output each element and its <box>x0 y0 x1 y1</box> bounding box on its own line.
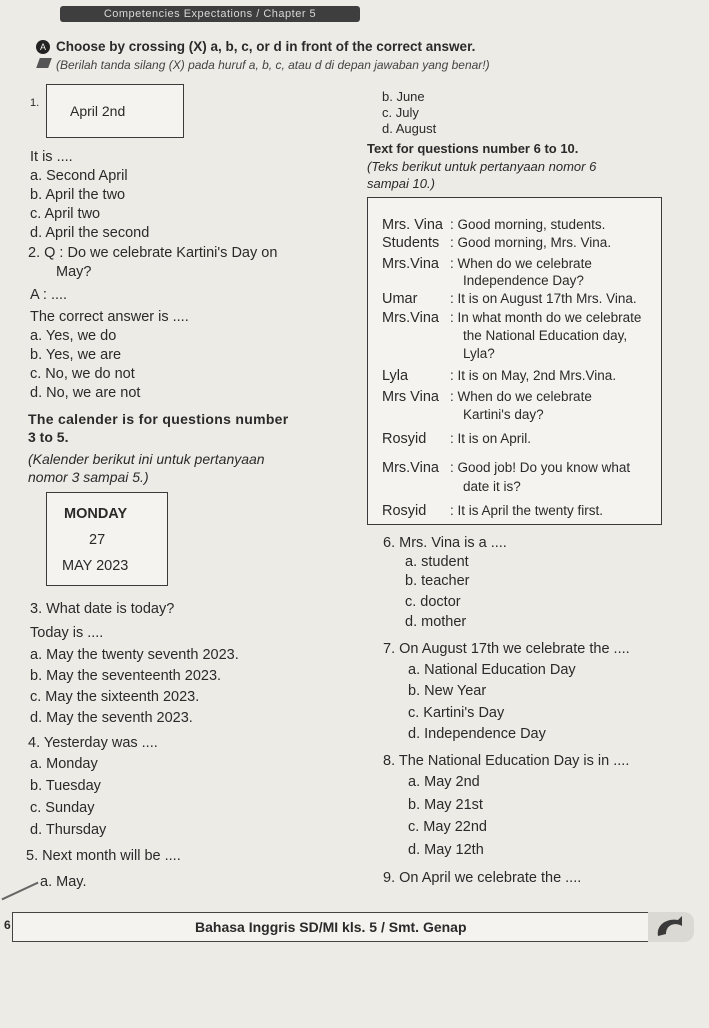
calendar-intro-title: The calender is for questions number <box>28 411 289 427</box>
dialog-speaker: Lyla <box>382 368 409 384</box>
q3-option-a[interactable]: a. May the twenty seventh 2023. <box>30 647 239 663</box>
dialog-text: : Good morning, students. <box>450 217 606 232</box>
q8-option-a[interactable]: a. May 2nd <box>408 774 480 790</box>
q1-option-c[interactable]: c. April two <box>30 206 101 222</box>
q8-option-b[interactable]: b. May 21st <box>408 797 483 813</box>
dialog-text: the National Education day, <box>463 328 628 343</box>
dialog-speaker: Students <box>382 235 440 251</box>
q6-option-d[interactable]: d. mother <box>405 614 467 630</box>
calendar-date: 27 <box>89 532 106 548</box>
q1-number: 1. <box>30 97 40 109</box>
calendar-month-year: MAY 2023 <box>62 558 129 574</box>
q2-option-d[interactable]: d. No, we are not <box>30 385 141 401</box>
date-card-text: April 2nd <box>70 103 126 119</box>
q1-option-b[interactable]: b. April the two <box>30 187 126 203</box>
q2-answer: A : .... <box>30 287 68 303</box>
q6-stem: 6. Mrs. Vina is a .... <box>383 535 507 551</box>
q6-option-c[interactable]: c. doctor <box>405 594 461 610</box>
dialog-speaker: Mrs. Vina <box>382 217 443 233</box>
dialog-speaker: Rosyid <box>382 503 427 519</box>
page-number: 6 <box>4 918 11 932</box>
dialog-speaker: Mrs.Vina <box>382 310 439 326</box>
dialog-text: : Good morning, Mrs. Vina. <box>450 235 612 250</box>
q6-option-b[interactable]: b. teacher <box>405 573 470 589</box>
dialog-text: : Good job! Do you know what <box>450 460 631 475</box>
dialog-speaker: Mrs.Vina <box>382 256 439 272</box>
dialog-text: : It is on April. <box>450 431 532 446</box>
calendar-intro-title-2: 3 to 5. <box>28 429 69 445</box>
dialog-text: : When do we celebrate <box>450 389 592 404</box>
instruction-english: Choose by crossing (X) a, b, c, or d in front of the correct answer. <box>56 39 476 54</box>
calendar-intro-id: (Kalender berikut ini untuk pertanyaan <box>28 451 265 467</box>
q3-answer: Today is .... <box>30 625 104 641</box>
q7-option-c[interactable]: c. Kartini's Day <box>408 705 505 721</box>
prev-option-b[interactable]: b. June <box>382 89 425 104</box>
q3-option-c[interactable]: c. May the sixteenth 2023. <box>30 689 200 705</box>
dialog-speaker: Rosyid <box>382 431 427 447</box>
q4-option-a[interactable]: a. Monday <box>30 756 98 772</box>
q1-stem: It is .... <box>30 149 73 165</box>
q7-option-a[interactable]: a. National Education Day <box>408 662 576 678</box>
dialog-text: : It is April the twenty first. <box>450 503 604 518</box>
q7-option-b[interactable]: b. New Year <box>408 683 487 699</box>
dialog-speaker: Umar <box>382 291 418 307</box>
dialog-text: Lyla? <box>463 346 495 361</box>
dialog-text: : It is on August 17th Mrs. Vina. <box>450 291 637 306</box>
q7-option-d[interactable]: d. Independence Day <box>408 726 546 742</box>
prev-option-c[interactable]: c. July <box>382 105 419 120</box>
q8-stem: 8. The National Education Day is in .... <box>383 753 630 769</box>
q1-option-d[interactable]: d. April the second <box>30 225 150 241</box>
q2-stem: The correct answer is .... <box>30 309 189 325</box>
prev-option-d[interactable]: d. August <box>382 121 437 136</box>
dialog-speaker: Mrs.Vina <box>382 460 439 476</box>
text-intro-id: (Teks berikut untuk pertanyaan nomor 6 <box>367 159 597 174</box>
q2-option-c[interactable]: c. No, we do not <box>30 366 135 382</box>
q7-stem: 7. On August 17th we celebrate the .... <box>383 641 630 657</box>
dialog-text: : In what month do we celebrate <box>450 310 642 325</box>
q3-stem: 3. What date is today? <box>30 601 175 617</box>
q8-option-d[interactable]: d. May 12th <box>408 842 484 858</box>
text-intro-title: Text for questions number 6 to 10. <box>367 141 579 156</box>
q4-option-c[interactable]: c. Sunday <box>30 800 95 816</box>
dialog-text: : It is on May, 2nd Mrs.Vina. <box>450 368 617 383</box>
q9-stem: 9. On April we celebrate the .... <box>383 870 582 886</box>
q2-line2: May? <box>56 264 92 280</box>
dialog-text: Kartini's day? <box>463 407 544 422</box>
publisher-logo-icon <box>648 912 694 942</box>
page-corner-line <box>1 882 38 901</box>
dialog-text: Independence Day? <box>463 273 584 288</box>
q2-option-a[interactable]: a. Yes, we do <box>30 328 117 344</box>
instruction-indonesian: (Berilah tanda silang (X) pada huruf a, b, c, atau d di depan jawaban yang benar!) <box>56 58 490 72</box>
footer-text: Bahasa Inggris SD/MI kls. 5 / Smt. Genap <box>195 919 467 935</box>
q6-option-a[interactable]: a. student <box>405 554 469 570</box>
pencil-icon <box>36 58 52 68</box>
text-intro-id-2: sampai 10.) <box>367 176 435 191</box>
calendar-day: MONDAY <box>64 506 128 522</box>
q5-option-a[interactable]: a. May. <box>40 874 87 890</box>
dialog-text: date it is? <box>463 479 521 494</box>
q4-option-d[interactable]: d. Thursday <box>30 822 107 838</box>
instruction-bullet-icon: A <box>36 40 50 54</box>
q4-option-b[interactable]: b. Tuesday <box>30 778 101 794</box>
q3-option-d[interactable]: d. May the seventh 2023. <box>30 710 193 726</box>
q3-option-b[interactable]: b. May the seventeenth 2023. <box>30 668 222 684</box>
q4-stem: 4. Yesterday was .... <box>28 735 158 751</box>
q1-option-a[interactable]: a. Second April <box>30 168 128 184</box>
q5-stem: 5. Next month will be .... <box>26 848 181 864</box>
q8-option-c[interactable]: c. May 22nd <box>408 819 487 835</box>
q2-line1: 2. Q : Do we celebrate Kartini's Day on <box>28 245 278 261</box>
q2-option-b[interactable]: b. Yes, we are <box>30 347 122 363</box>
calendar-intro-id-2: nomor 3 sampai 5.) <box>28 469 149 485</box>
dialog-speaker: Mrs Vina <box>382 389 439 405</box>
dialog-text: : When do we celebrate <box>450 256 592 271</box>
chapter-banner: Competencies Expectations / Chapter 5 <box>60 6 360 22</box>
